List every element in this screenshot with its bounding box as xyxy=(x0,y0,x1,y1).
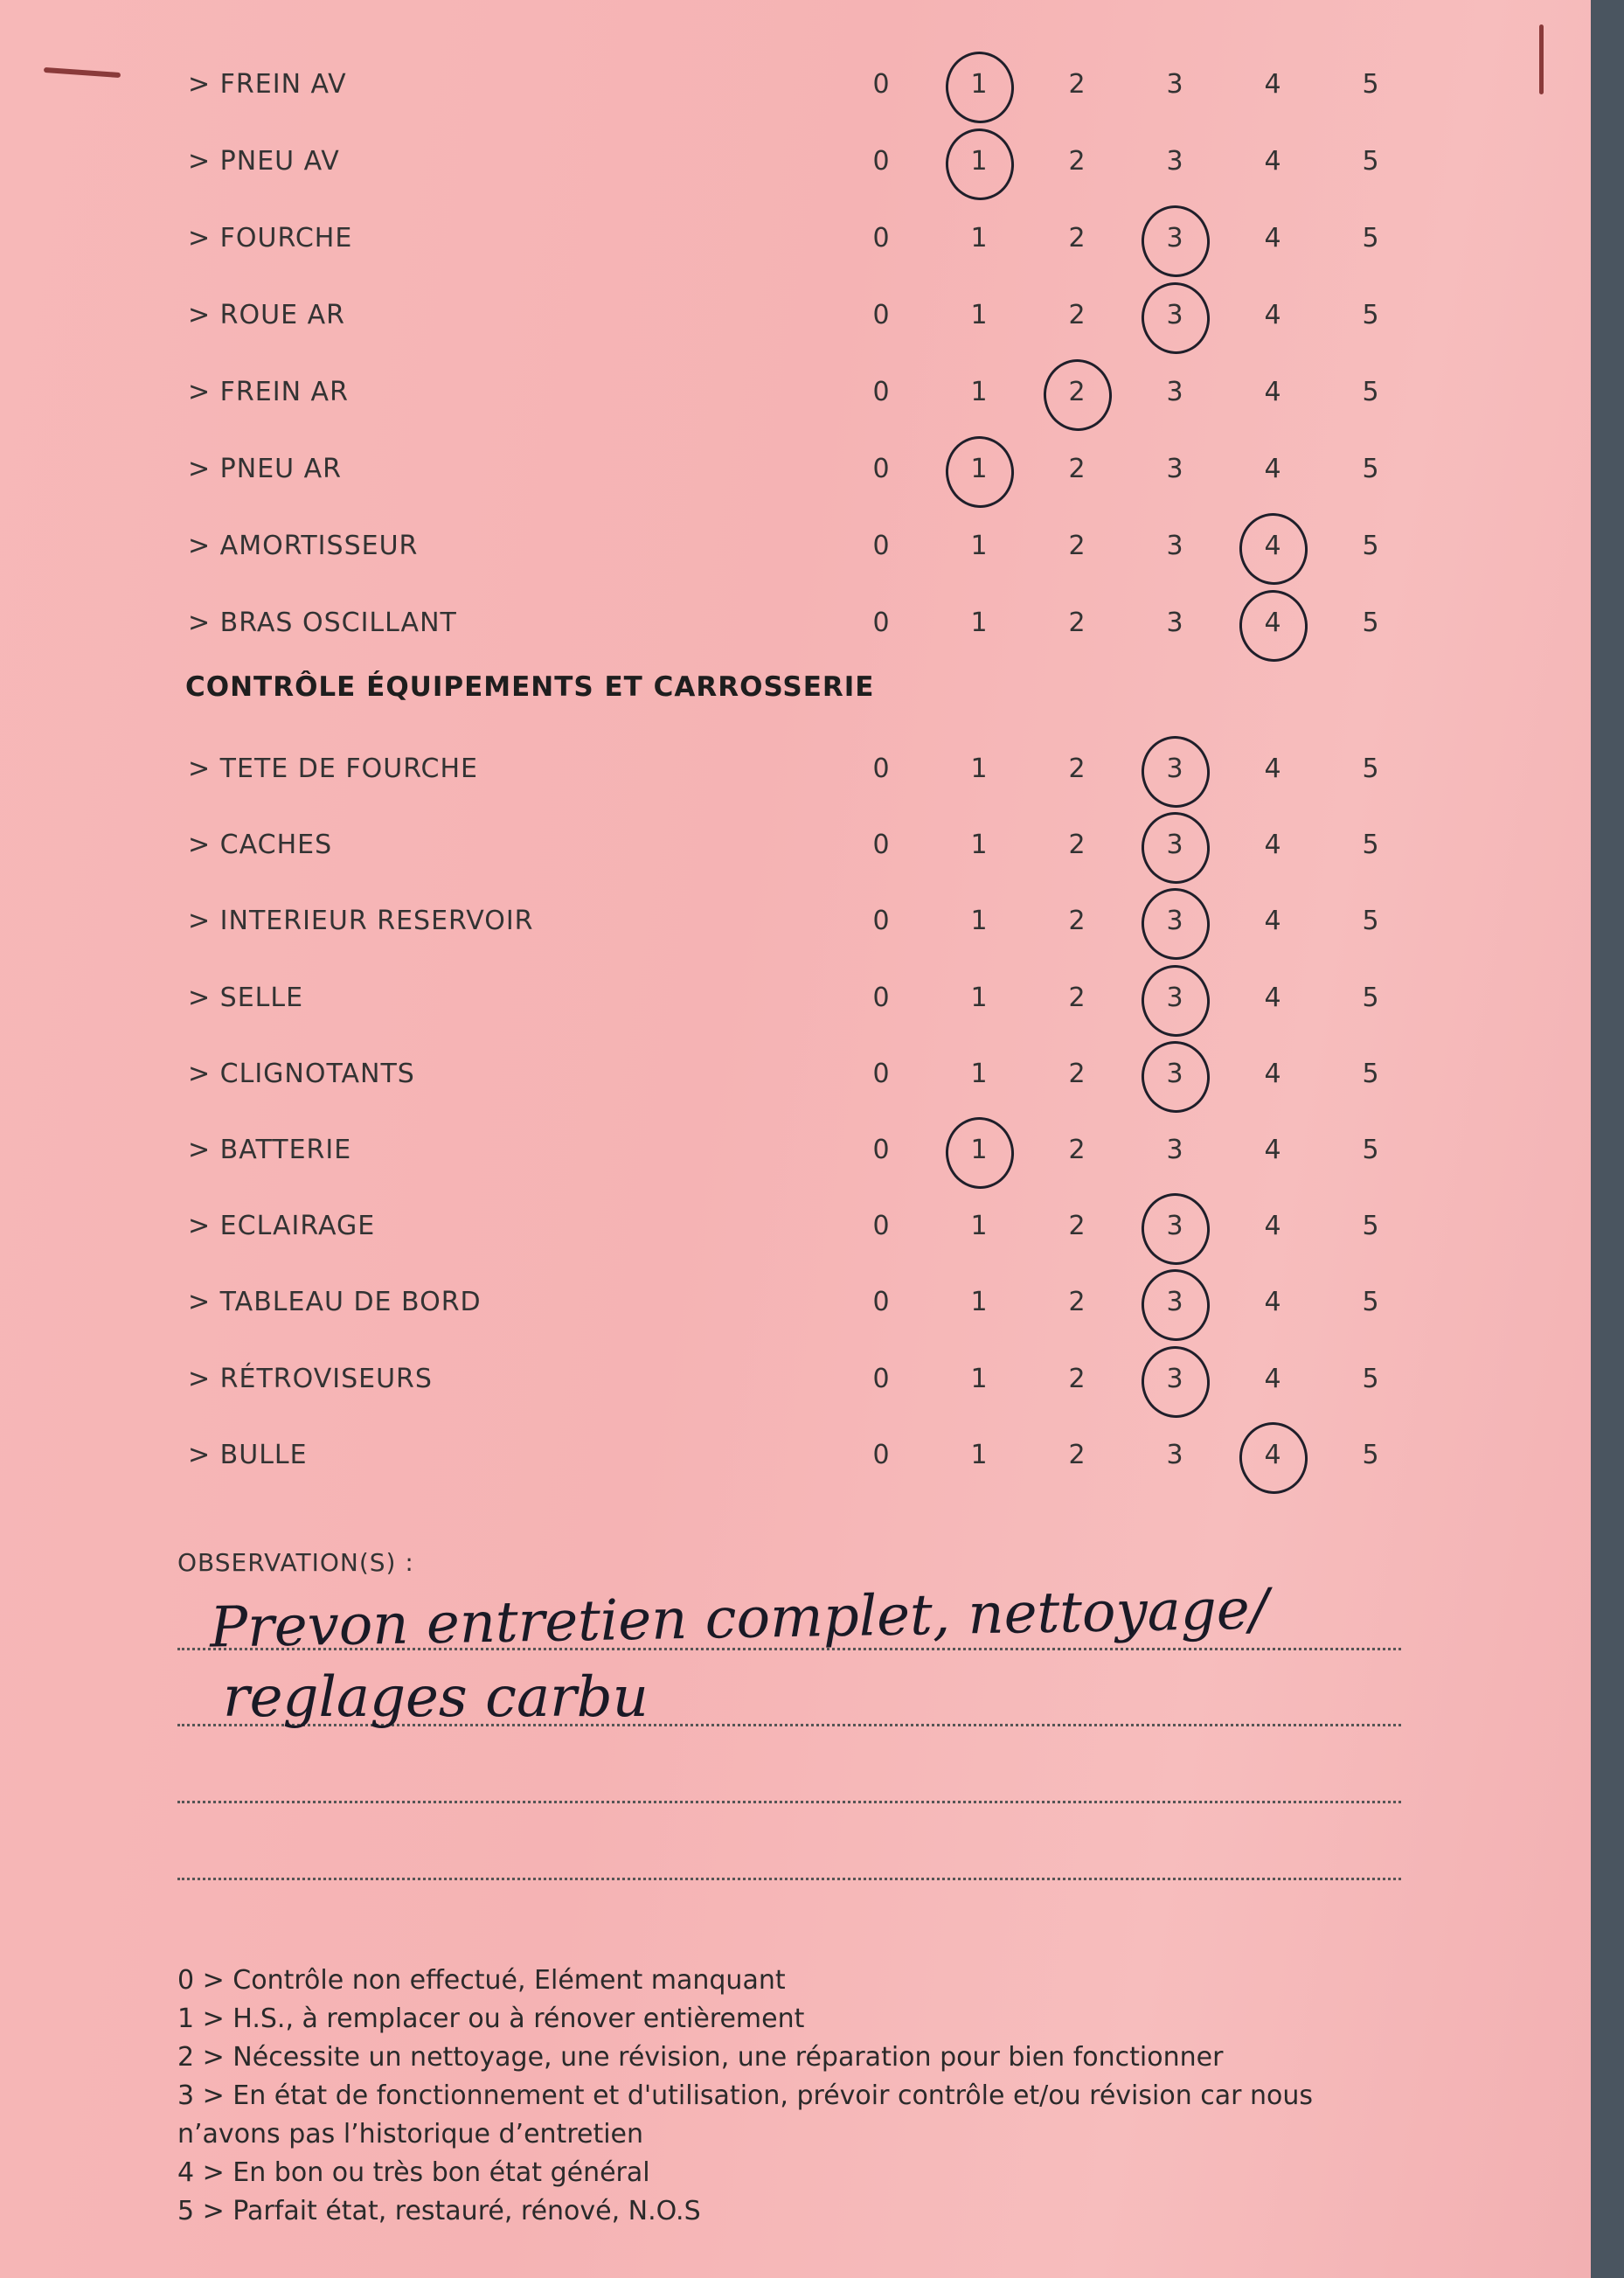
dotted-line xyxy=(177,1878,1401,1880)
score-option-2[interactable]: 2 xyxy=(1068,69,1086,100)
rating-row xyxy=(0,127,1486,197)
score-option-4[interactable]: 4 xyxy=(1264,1211,1281,1242)
score-option-5[interactable]: 5 xyxy=(1362,1211,1379,1242)
rating-row xyxy=(0,204,1486,274)
score-option-3[interactable]: 3 xyxy=(1166,608,1183,638)
rating-row-label: > CLIGNOTANTS xyxy=(188,1058,415,1089)
rating-row xyxy=(0,358,1486,427)
score-option-1[interactable]: 1 xyxy=(970,377,988,407)
handwritten-observation-line1: Prevon entretien complet, nettoyage/ xyxy=(209,1577,1269,1661)
score-option-5[interactable]: 5 xyxy=(1362,982,1379,1013)
score-option-5[interactable]: 5 xyxy=(1362,1287,1379,1318)
score-option-0[interactable]: 0 xyxy=(872,830,890,861)
score-option-1[interactable]: 1 xyxy=(970,223,988,253)
score-option-0[interactable]: 0 xyxy=(872,1135,890,1165)
score-option-5[interactable]: 5 xyxy=(1362,146,1379,177)
rating-row-label: > BRAS OSCILLANT xyxy=(188,608,457,638)
score-option-2[interactable]: 2 xyxy=(1068,146,1086,177)
score-option-2[interactable]: 2 xyxy=(1068,1363,1086,1394)
score-option-1[interactable]: 1 xyxy=(970,754,988,784)
rating-row xyxy=(0,1039,1486,1109)
score-option-3[interactable]: 3 xyxy=(1166,1439,1183,1470)
score-option-0[interactable]: 0 xyxy=(872,146,890,177)
score-option-3[interactable]: 3 xyxy=(1149,281,1201,351)
score-option-0[interactable]: 0 xyxy=(872,608,890,638)
rating-row xyxy=(0,588,1486,658)
score-option-1[interactable]: 1 xyxy=(970,1058,988,1089)
score-option-0[interactable]: 0 xyxy=(872,1287,890,1318)
rating-row-label: > PNEU AR xyxy=(188,454,343,484)
score-option-4[interactable]: 4 xyxy=(1264,377,1281,407)
score-option-0[interactable]: 0 xyxy=(872,69,890,100)
score-option-0[interactable]: 0 xyxy=(872,1058,890,1089)
legend-line: 1 > H.S., à remplacer ou à rénover entièrement xyxy=(177,2004,805,2034)
score-option-4[interactable]: 4 xyxy=(1264,754,1281,784)
score-option-4[interactable]: 4 xyxy=(1264,300,1281,330)
score-option-2[interactable]: 2 xyxy=(1051,358,1103,427)
rating-row-label: > TABLEAU DE BORD xyxy=(188,1287,482,1318)
rating-row xyxy=(0,963,1486,1033)
score-option-5[interactable]: 5 xyxy=(1362,1058,1379,1089)
rating-row-label: > INTERIEUR RESERVOIR xyxy=(188,906,534,937)
score-option-3[interactable]: 3 xyxy=(1149,1191,1201,1261)
score-option-1[interactable]: 1 xyxy=(970,531,988,561)
score-option-3[interactable]: 3 xyxy=(1166,454,1183,484)
dotted-line xyxy=(177,1801,1401,1803)
score-option-2[interactable]: 2 xyxy=(1068,454,1086,484)
score-option-3[interactable]: 3 xyxy=(1149,963,1201,1033)
rating-row-label: > SELLE xyxy=(188,982,304,1013)
score-option-0[interactable]: 0 xyxy=(872,377,890,407)
rating-row-label: > BATTERIE xyxy=(188,1135,352,1165)
rating-row-label: > ROUE AR xyxy=(188,300,345,330)
score-option-1[interactable]: 1 xyxy=(970,830,988,861)
score-option-2[interactable]: 2 xyxy=(1068,830,1086,861)
score-option-2[interactable]: 2 xyxy=(1068,1287,1086,1318)
pen-mark xyxy=(1539,24,1544,94)
score-option-4[interactable]: 4 xyxy=(1246,1420,1299,1490)
score-option-3[interactable]: 3 xyxy=(1166,531,1183,561)
rating-row xyxy=(0,886,1486,956)
handwritten-observation-line2: reglages carbu xyxy=(223,1665,649,1730)
score-option-3[interactable]: 3 xyxy=(1149,734,1201,804)
score-option-4[interactable]: 4 xyxy=(1246,588,1299,658)
score-option-3[interactable]: 3 xyxy=(1166,377,1183,407)
score-option-3[interactable]: 3 xyxy=(1149,204,1201,274)
legend-line: 3 > En état de fonctionnement et d'utilisation, prévoir contrôle et/ou révision car nous xyxy=(177,2080,1314,2111)
rating-row-label: > AMORTISSEUR xyxy=(188,531,419,561)
legend-line: 2 > Nécessite un nettoyage, une révision, une réparation pour bien fonctionner xyxy=(177,2042,1224,2073)
score-option-2[interactable]: 2 xyxy=(1068,982,1086,1013)
score-option-0[interactable]: 0 xyxy=(872,300,890,330)
rating-row xyxy=(0,434,1486,504)
score-option-3[interactable]: 3 xyxy=(1166,1135,1183,1165)
section-title: CONTRÔLE ÉQUIPEMENTS ET CARROSSERIE xyxy=(185,671,875,703)
score-option-4[interactable]: 4 xyxy=(1264,830,1281,861)
rating-row xyxy=(0,734,1486,804)
score-option-5[interactable]: 5 xyxy=(1362,300,1379,330)
rating-row-label: > FOURCHE xyxy=(188,223,353,253)
score-option-2[interactable]: 2 xyxy=(1068,1058,1086,1089)
score-option-2[interactable]: 2 xyxy=(1068,300,1086,330)
score-option-1[interactable]: 1 xyxy=(953,1115,1005,1185)
score-option-4[interactable]: 4 xyxy=(1264,1058,1281,1089)
score-option-4[interactable]: 4 xyxy=(1264,223,1281,253)
score-option-0[interactable]: 0 xyxy=(872,1363,890,1394)
score-option-5[interactable]: 5 xyxy=(1362,1135,1379,1165)
score-option-2[interactable]: 2 xyxy=(1068,1439,1086,1470)
score-option-0[interactable]: 0 xyxy=(872,531,890,561)
score-option-3[interactable]: 3 xyxy=(1149,886,1201,956)
score-option-5[interactable]: 5 xyxy=(1362,1439,1379,1470)
score-option-5[interactable]: 5 xyxy=(1362,69,1379,100)
rating-row-label: > CACHES xyxy=(188,830,333,861)
score-option-5[interactable]: 5 xyxy=(1362,223,1379,253)
rating-row-label: > PNEU AV xyxy=(188,146,340,177)
score-option-4[interactable]: 4 xyxy=(1264,454,1281,484)
score-option-4[interactable]: 4 xyxy=(1246,511,1299,581)
rating-row xyxy=(0,1420,1486,1490)
score-option-2[interactable]: 2 xyxy=(1068,754,1086,784)
score-option-2[interactable]: 2 xyxy=(1068,531,1086,561)
score-option-2[interactable]: 2 xyxy=(1068,223,1086,253)
legend-line: 4 > En bon ou très bon état général xyxy=(177,2157,650,2188)
legend-line: n’avons pas l’historique d’entretien xyxy=(177,2119,644,2150)
score-option-0[interactable]: 0 xyxy=(872,454,890,484)
score-option-1[interactable]: 1 xyxy=(970,1363,988,1394)
score-option-5[interactable]: 5 xyxy=(1362,906,1379,937)
score-option-5[interactable]: 5 xyxy=(1362,531,1379,561)
score-option-0[interactable]: 0 xyxy=(872,754,890,784)
rating-row xyxy=(0,1267,1486,1337)
score-option-1[interactable]: 1 xyxy=(953,50,1005,120)
rating-row-label: > BULLE xyxy=(188,1439,308,1470)
legend-line: 0 > Contrôle non effectué, Elément manquant xyxy=(177,1965,786,1996)
score-option-2[interactable]: 2 xyxy=(1068,1211,1086,1242)
rating-row xyxy=(0,1191,1486,1261)
score-option-1[interactable]: 1 xyxy=(953,127,1005,197)
rating-row-label: > FREIN AV xyxy=(188,69,347,100)
observations-label: OBSERVATION(S) : xyxy=(177,1548,414,1577)
rating-row-label: > TETE DE FOURCHE xyxy=(188,754,478,784)
score-option-0[interactable]: 0 xyxy=(872,1211,890,1242)
rating-row-label: > ECLAIRAGE xyxy=(188,1211,376,1242)
score-option-3[interactable]: 3 xyxy=(1149,1267,1201,1337)
score-option-1[interactable]: 1 xyxy=(970,982,988,1013)
score-option-0[interactable]: 0 xyxy=(872,223,890,253)
score-option-5[interactable]: 5 xyxy=(1362,830,1379,861)
score-option-1[interactable]: 1 xyxy=(970,300,988,330)
score-option-3[interactable]: 3 xyxy=(1149,1344,1201,1414)
score-option-2[interactable]: 2 xyxy=(1068,906,1086,937)
score-option-4[interactable]: 4 xyxy=(1264,982,1281,1013)
rating-row xyxy=(0,1115,1486,1185)
score-option-0[interactable]: 0 xyxy=(872,1439,890,1470)
score-option-1[interactable]: 1 xyxy=(970,1439,988,1470)
legend-line: 5 > Parfait état, restauré, rénové, N.O.S xyxy=(177,2196,701,2226)
rating-legend xyxy=(177,1962,1419,2231)
rating-row xyxy=(0,1344,1486,1414)
score-option-3[interactable]: 3 xyxy=(1166,146,1183,177)
score-option-1[interactable]: 1 xyxy=(970,1211,988,1242)
score-option-5[interactable]: 5 xyxy=(1362,754,1379,784)
score-option-4[interactable]: 4 xyxy=(1264,146,1281,177)
rating-row xyxy=(0,810,1486,880)
score-option-3[interactable]: 3 xyxy=(1166,69,1183,100)
score-option-0[interactable]: 0 xyxy=(872,906,890,937)
rating-row xyxy=(0,50,1486,120)
rating-row xyxy=(0,511,1486,581)
score-option-5[interactable]: 5 xyxy=(1362,1363,1379,1394)
rating-row-label: > FREIN AR xyxy=(188,377,349,407)
score-option-3[interactable]: 3 xyxy=(1149,1039,1201,1109)
score-option-5[interactable]: 5 xyxy=(1362,454,1379,484)
rating-row-label: > RÉTROVISEURS xyxy=(188,1363,433,1394)
score-option-4[interactable]: 4 xyxy=(1264,906,1281,937)
score-option-1[interactable]: 1 xyxy=(970,906,988,937)
score-option-4[interactable]: 4 xyxy=(1264,1135,1281,1165)
score-option-2[interactable]: 2 xyxy=(1068,608,1086,638)
rating-row xyxy=(0,281,1486,351)
score-option-3[interactable]: 3 xyxy=(1149,810,1201,880)
score-option-1[interactable]: 1 xyxy=(970,1287,988,1318)
score-option-1[interactable]: 1 xyxy=(970,608,988,638)
score-option-5[interactable]: 5 xyxy=(1362,608,1379,638)
score-option-1[interactable]: 1 xyxy=(953,434,1005,504)
score-option-4[interactable]: 4 xyxy=(1264,1363,1281,1394)
score-option-4[interactable]: 4 xyxy=(1264,69,1281,100)
score-option-5[interactable]: 5 xyxy=(1362,377,1379,407)
score-option-2[interactable]: 2 xyxy=(1068,1135,1086,1165)
score-option-0[interactable]: 0 xyxy=(872,982,890,1013)
score-option-4[interactable]: 4 xyxy=(1264,1287,1281,1318)
